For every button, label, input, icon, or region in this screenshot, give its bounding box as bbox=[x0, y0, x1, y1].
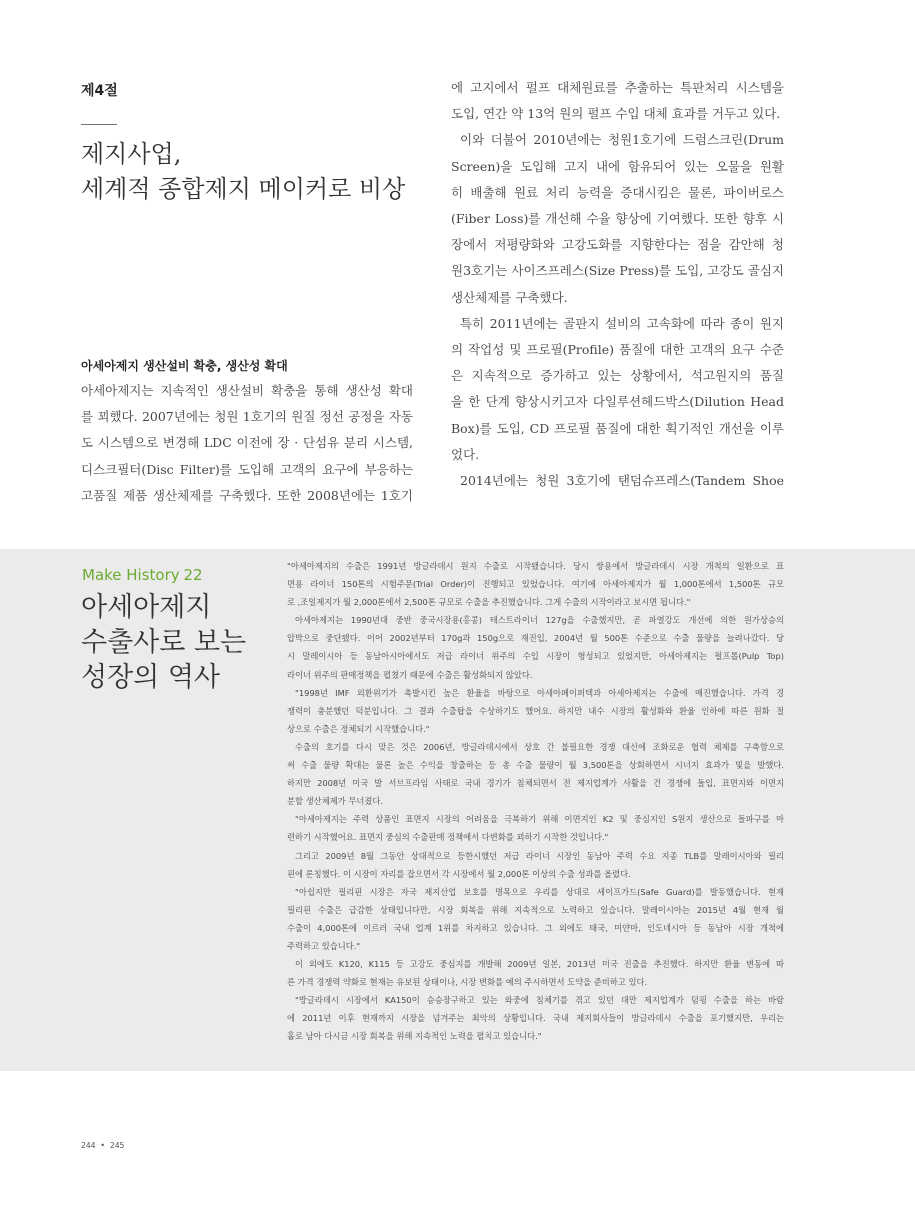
text-line: 분할 생산체제가 무너졌다. bbox=[287, 796, 384, 807]
text-line: 었다. bbox=[451, 446, 480, 462]
text-line: 를 꾀했다. 2007년에는 청원 1호기의 원질 정선 공정을 자동 bbox=[81, 409, 413, 425]
text-line: "아세아제지의 수출은 1991년 방글라데시 원지 수출로 시작됐습니다. 당시 쌍용에서 방글라데시 시장 개척의 일환으로 표 bbox=[287, 561, 784, 571]
make-history-title bbox=[81, 590, 246, 695]
text-line: 의 작업성 및 프로필(Profile) 품질에 대한 고객의 요구 수준 bbox=[451, 342, 784, 358]
text-line: 디스크필터(Disc Filter)를 도입해 고객의 요구에 부응하는 bbox=[81, 461, 413, 477]
text-line: 특히 2011년에는 골판지 설비의 고속화에 따라 종이 원지 bbox=[460, 315, 784, 331]
text-line: 압박으로 중단됐다. 이어 2002년부터 170g과 150g으로 재진입, 2004년 월 500톤 수준으로 수출 물량을 늘려나갔다. 당 bbox=[287, 633, 784, 644]
text-line: 생산체제를 구축했다. bbox=[451, 289, 568, 305]
text-line: "아쉽지만 필리핀 시장은 자국 제지산업 보호를 명목으로 우리를 상대로 세이프가드(Safe Guard)를 발동했습니다. 현재 bbox=[295, 886, 784, 897]
text-line: 수출의 호기를 다시 맞은 것은 2006년, 방글라데시에서 상호 간 불필요한 경쟁 대신에 조화로운 협력 체제를 구축함으로 bbox=[295, 741, 784, 752]
sub-heading: 아세아제지 생산설비 확충, 생산성 확대 bbox=[81, 359, 288, 373]
text-line: 도입, 연간 약 13억 원의 펄프 수입 대체 효과를 거두고 있다. bbox=[451, 106, 781, 122]
page-number: 244 • 245 bbox=[81, 1141, 125, 1150]
text-line: 면용 라이너 150톤의 시험주문(Trial Order)이 진행되고 있었습니다. 여기에 아세아제지가 월 1,000톤에서 1,500톤 규모 bbox=[287, 579, 784, 590]
section-title-line-1: 제지사업, bbox=[81, 140, 182, 168]
text-line: 원3호기는 사이즈프레스(Size Press)를 도입, 고강도 골심지 bbox=[451, 263, 784, 279]
text-line: 장에서 저평량화와 고강도화를 지향한다는 점을 감안해 청 bbox=[451, 237, 784, 253]
text-line: 히 배출해 원료 처리 능력을 증대시킴은 물론, 파이버로스 bbox=[451, 184, 784, 200]
text-line: 은 지속적으로 증가하고 있는 상황에서, 석고원지의 품질 bbox=[451, 368, 784, 384]
text-line: "1998년 IMF 외환위기가 촉발시킨 높은 환율을 바탕으로 아세아페이퍼텍과 아세아제지는 수출에 매진했습니다. 가격 경 bbox=[295, 687, 784, 698]
text-line: 고품질 제품 생산체제를 구축했다. 또한 2008년에는 1호기 bbox=[81, 487, 413, 503]
section-title bbox=[81, 137, 405, 207]
text-line: 라이너 위주의 판매정책을 펼쳤기 때문에 수출은 활성화되지 않았다. bbox=[287, 669, 533, 680]
text-line: 수출이 4,000톤에 이르러 국내 업계 1위를 차지하고 있습니다. 그 외에도 태국, 미얀마, 인도네시아 등 동남아 시장 개척에 bbox=[287, 922, 784, 933]
text-line: 써 수출 물량 확대는 물론 높은 수익을 창출하는 등 총 수출 물량이 월 3,500톤을 상회하면서 시너지 효과가 빛을 발했다. bbox=[287, 760, 785, 771]
text-line: 그리고 2009년 8월 그동안 상대적으로 등한시했던 저급 라이너 시장인 동남아 주력 수요 지종 TLB를 말레이시아와 필리 bbox=[295, 850, 784, 861]
text-line: (Fiber Loss)를 개선해 수율 향상에 기여했다. 또한 향후 시 bbox=[451, 211, 784, 227]
right-column-text bbox=[451, 75, 784, 494]
text-line: 핀에 론칭했다. 이 시장이 자리를 잡으면서 각 시장에서 월 2,000톤 이상의 수출 성과를 올렸다. bbox=[287, 868, 631, 879]
text-line: 쟁력이 충분했던 덕분입니다. 그 결과 수출탑을 수상하기도 했어요. 하지만 내수 시장의 활성화와 환율 인하에 따른 원화 절 bbox=[287, 705, 784, 716]
text-line: 이와 더불어 2010년에는 청원1호기에 드럼스크린(Drum bbox=[460, 132, 784, 148]
text-line: 아세아제지는 1990년대 중반 중국시장용(홍콩) 테스트라이너 127g을 수출했지만, 곧 파열강도 개선에 의한 원가상승의 bbox=[295, 615, 784, 626]
text-line: 2014년에는 청원 3호기에 탠덤슈프레스(Tandem Shoe bbox=[460, 473, 784, 489]
text-line: Box)를 도입, CD 프로필 품질에 대한 획기적인 개선을 이루 bbox=[451, 420, 784, 436]
text-line: 련하기 시작했어요. 표면지 중심의 수출판매 정책에서 다변화를 꾀하기 시작한 것입니다." bbox=[287, 832, 609, 843]
text-line: 주력하고 있습니다." bbox=[287, 940, 361, 951]
make-history-title-line-1: 아세아제지 bbox=[81, 592, 212, 623]
text-line: 상으로 수출은 정체되기 시작했습니다." bbox=[287, 723, 430, 734]
text-line: 에 2011년 이후 현재까지 시장을 넘겨주는 최악의 상황입니다. 국내 제지회사들이 방글라데시 수출을 포기했지만, 우리는 bbox=[287, 1013, 784, 1024]
make-history-label-text: Make History bbox=[82, 566, 180, 584]
text-line: 홀로 남아 다시금 시장 회복을 위해 지속적인 노력을 펼치고 있습니다." bbox=[287, 1031, 542, 1042]
text-line: 하지만 2008년 미국 발 서브프라임 사태로 국내 경기가 침체되면서 전 제지업계가 사활을 건 경쟁에 돌입, 표면지와 이면지 bbox=[287, 778, 784, 789]
make-history-title-line-2: 수출사로 보는 bbox=[81, 627, 247, 658]
text-line: 로 ,조일제지가 월 2,000톤에서 2,500톤 규모로 수출을 추진했습니다. 그게 수출의 시작이라고 보시면 됩니다." bbox=[287, 597, 691, 608]
left-column-text bbox=[81, 378, 413, 509]
text-line: 이 외에도 K120, K115 등 고강도 중심지를 개발해 2009년 일본, 2013년 미국 진출을 추진했다. 하지만 환율 변동에 따 bbox=[295, 959, 784, 970]
make-history-title-line-3: 성장의 역사 bbox=[81, 662, 220, 693]
text-line: 에 고지에서 펄프 대체원료를 추출하는 특판처리 시스템을 bbox=[451, 80, 784, 95]
text-line: "아세아제지는 주력 상품인 표면지 시장의 어려움을 극복하기 위해 이면지인 K2 및 중심지인 S원지 생산으로 돌파구를 마 bbox=[295, 814, 784, 825]
text-line: 을 한 단계 향상시키고자 다일루션헤드박스(Dilution Head bbox=[451, 394, 784, 410]
text-line: Screen)을 도입해 고지 내에 함유되어 있는 오물을 원활 bbox=[451, 158, 784, 174]
section-rule bbox=[81, 124, 117, 125]
section-label: 제4절 bbox=[81, 83, 118, 99]
text-line: "방글라데시 시장에서 KA150이 승승장구하고 있는 와중에 침체기를 겪고 있던 대만 제지업계가 덤핑 수출을 하는 바람 bbox=[295, 995, 784, 1006]
text-line: 시 말레이시아 등 동남아시아에서도 저급 라이너 위주의 수입 시장이 형성되고 있었지만, 아세아제지는 펄프톱(Pulp Top) bbox=[287, 651, 784, 662]
text-line: 른 가격 경쟁력 약화로 현재는 유보된 상태이나, 시장 변화를 예의 주시하면서 도약을 준비하고 있다. bbox=[287, 977, 648, 988]
text-line: 도 시스템으로 변경해 LDC 이전에 장 · 단섬유 분리 시스템, bbox=[81, 435, 413, 451]
make-history-text bbox=[287, 557, 784, 1046]
text-line: 아세아제지는 지속적인 생산설비 확충을 통해 생산성 확대 bbox=[81, 383, 413, 398]
text-line: 필리핀 수출은 급감한 상태입니다만, 시장 회복을 위해 지속적으로 노력하고 있습니다. 말레이시아는 2015년 4월 현재 월 bbox=[287, 904, 784, 915]
make-history-number: 22 bbox=[183, 566, 203, 584]
section-title-line-2: 세계적 종합제지 메이커로 비상 bbox=[81, 175, 406, 203]
make-history-label bbox=[82, 566, 203, 584]
